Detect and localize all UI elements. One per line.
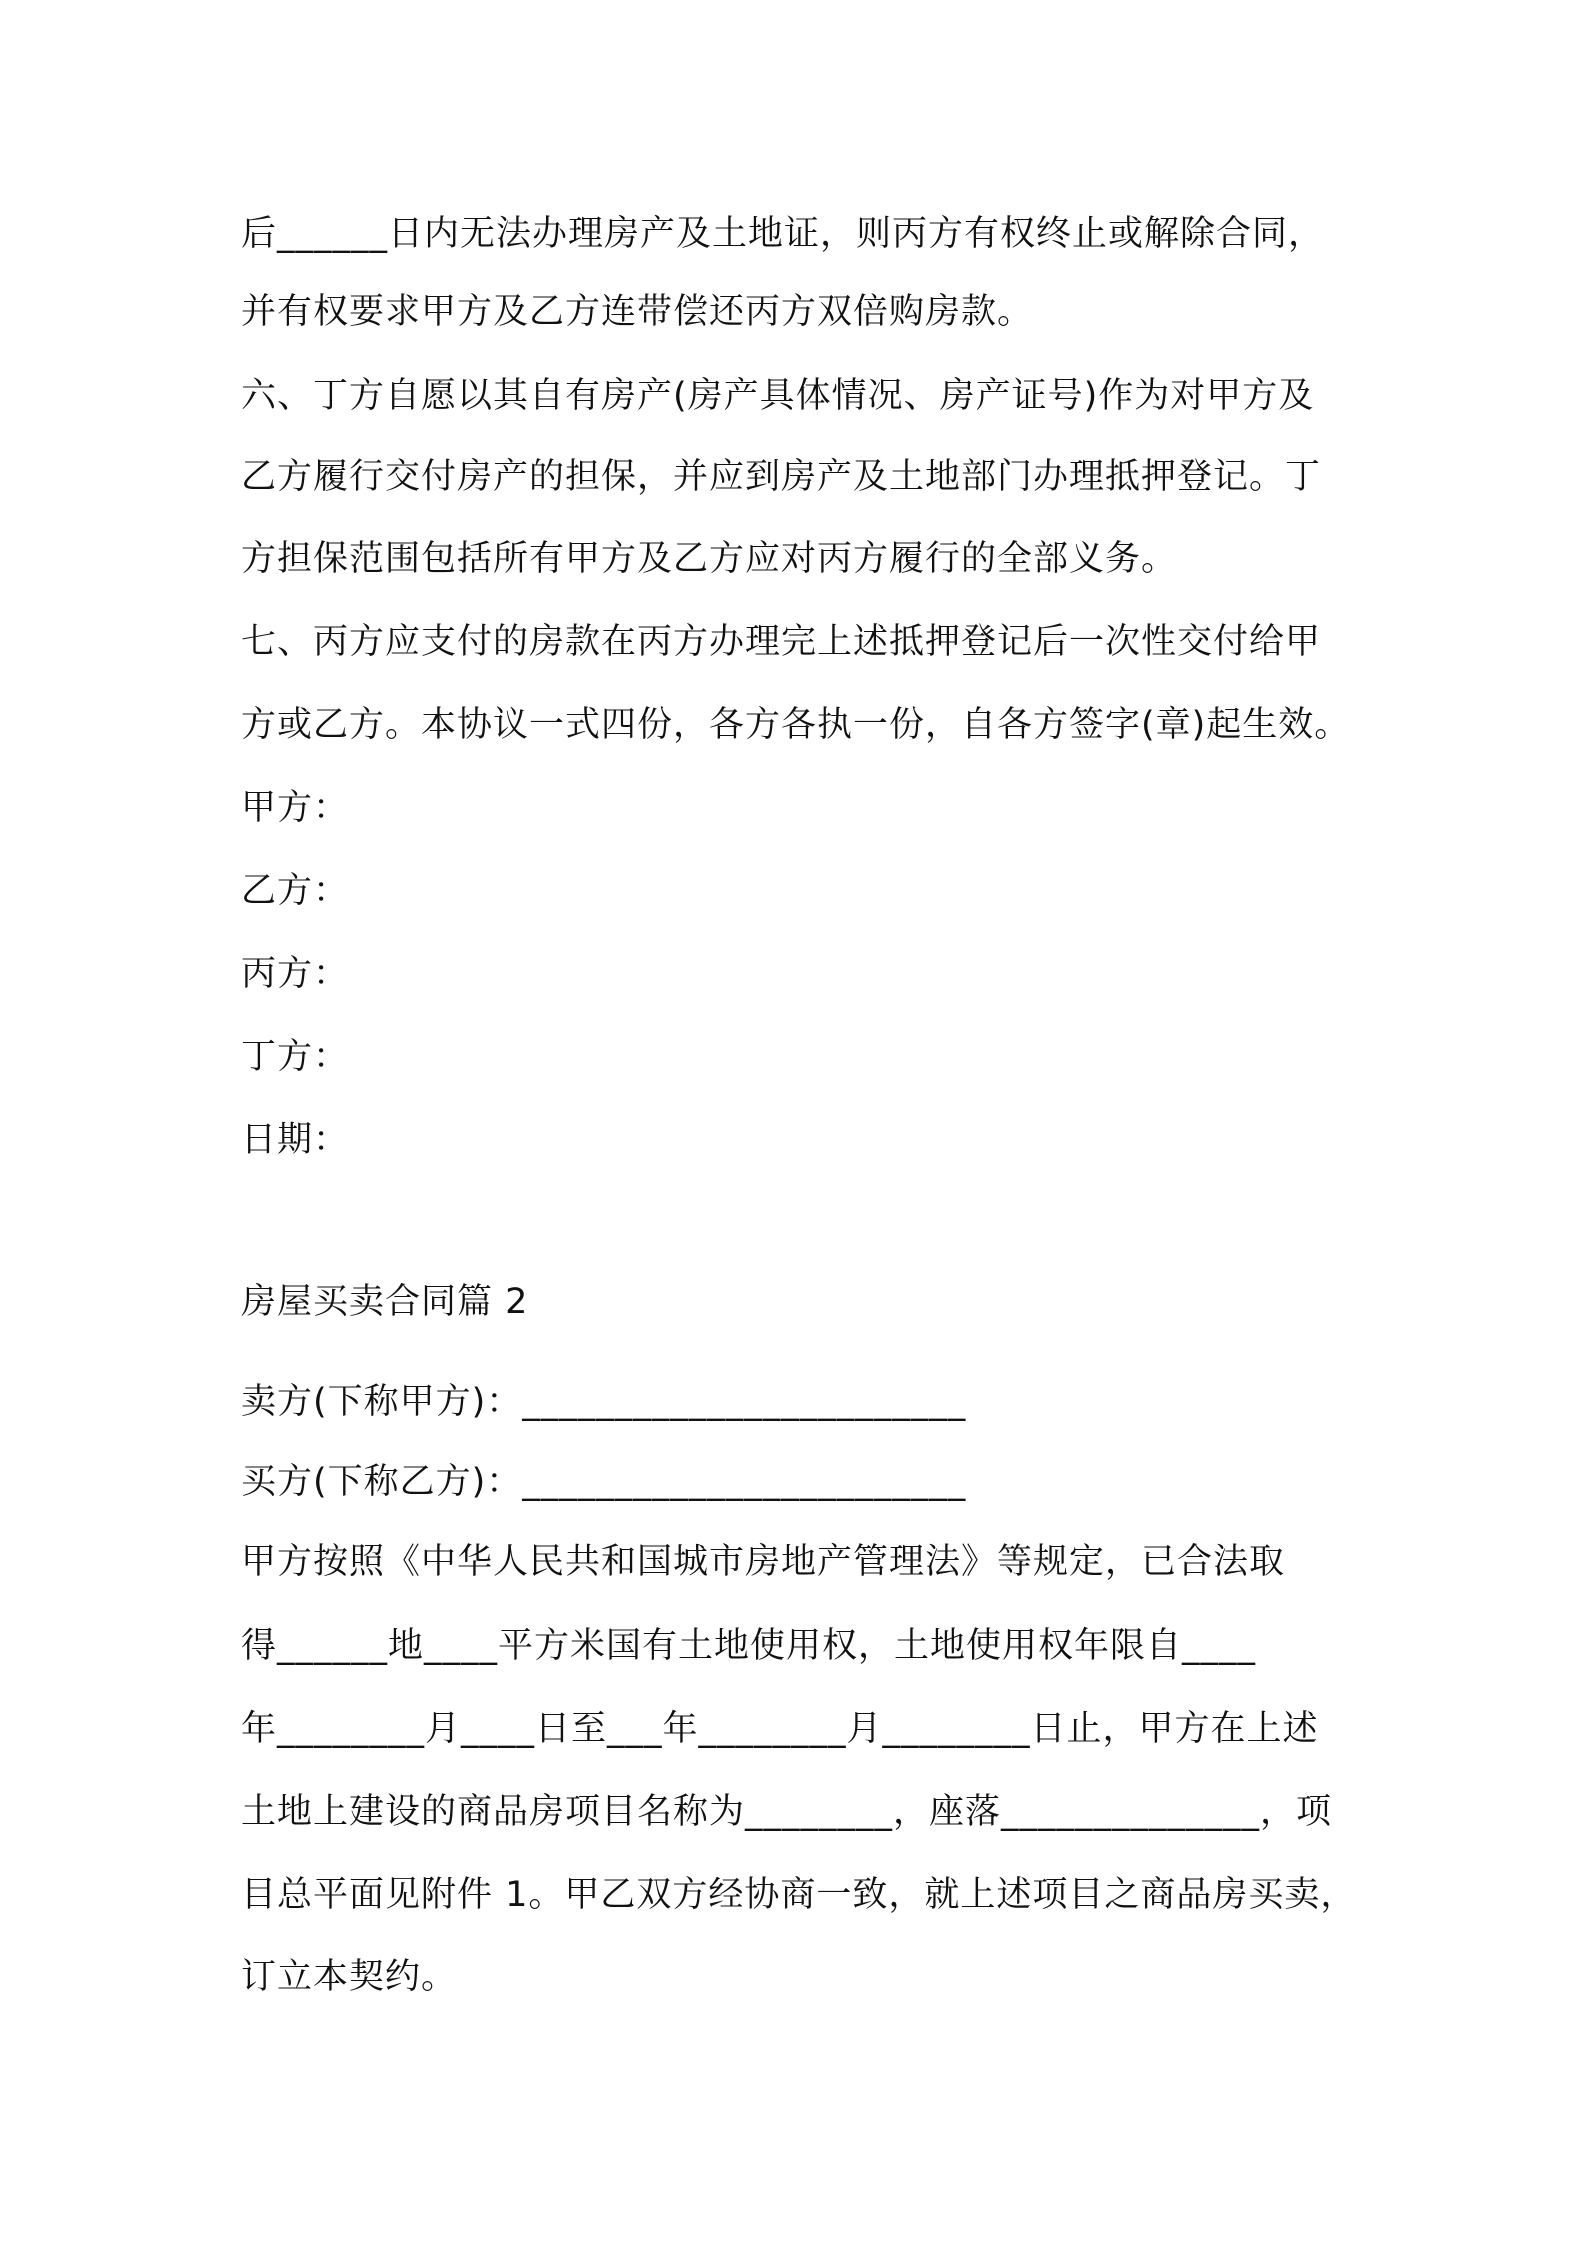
paragraph-line: 后______日内无法办理房产及土地证，则丙方有权终止或解除合同， bbox=[241, 214, 1325, 254]
signature-party-c: 丙方： bbox=[241, 954, 350, 994]
contract-body-line: 目总平面见附件 1。甲乙双方经协商一致，就上述项目之商品房买卖， bbox=[241, 1875, 1357, 1915]
contract-body-line: 订立本契约。 bbox=[241, 1957, 458, 1997]
contract-title: 房屋买卖合同篇 2 bbox=[241, 1282, 529, 1322]
paragraph-line: 方担保范围包括所有甲方及乙方应对丙方履行的全部义务。 bbox=[241, 539, 1178, 579]
paragraph-line: 并有权要求甲方及乙方连带偿还丙方双倍购房款。 bbox=[241, 292, 1034, 332]
paragraph-line: 乙方履行交付房产的担保，并应到房产及土地部门办理抵押登记。丁 bbox=[241, 457, 1322, 497]
contract-body-line: 得______地____平方米国有土地使用权，土地使用权年限自____ bbox=[241, 1626, 1257, 1666]
paragraph-line: 方或乙方。本协议一式四份，各方各执一份，自各方签字(章)起生效。 bbox=[241, 705, 1351, 745]
signature-party-b: 乙方： bbox=[241, 871, 350, 911]
signature-date: 日期： bbox=[241, 1120, 350, 1160]
signature-party-d: 丁方： bbox=[241, 1037, 350, 1077]
signature-party-a: 甲方： bbox=[241, 788, 350, 828]
contract-body-line: 年________月____日至___年________月________日止，甲方在上述 bbox=[241, 1709, 1319, 1749]
clause-six-line: 六、丁方自愿以其自有房产(房产具体情况、房产证号)作为对甲方及 bbox=[241, 376, 1315, 416]
seller-line: 卖方(下称甲方)：________________________ bbox=[241, 1382, 967, 1422]
contract-body-line: 甲方按照《中华人民共和国城市房地产管理法》等规定，已合法取 bbox=[241, 1542, 1286, 1582]
buyer-line: 买方(下称乙方)：________________________ bbox=[241, 1462, 967, 1502]
clause-seven-line: 七、丙方应支付的房款在丙方办理完上述抵押登记后一次性交付给甲 bbox=[241, 622, 1322, 662]
document-page bbox=[241, 0, 1361, 2244]
contract-body-line: 土地上建设的商品房项目名称为________，座落______________，项 bbox=[241, 1792, 1333, 1832]
